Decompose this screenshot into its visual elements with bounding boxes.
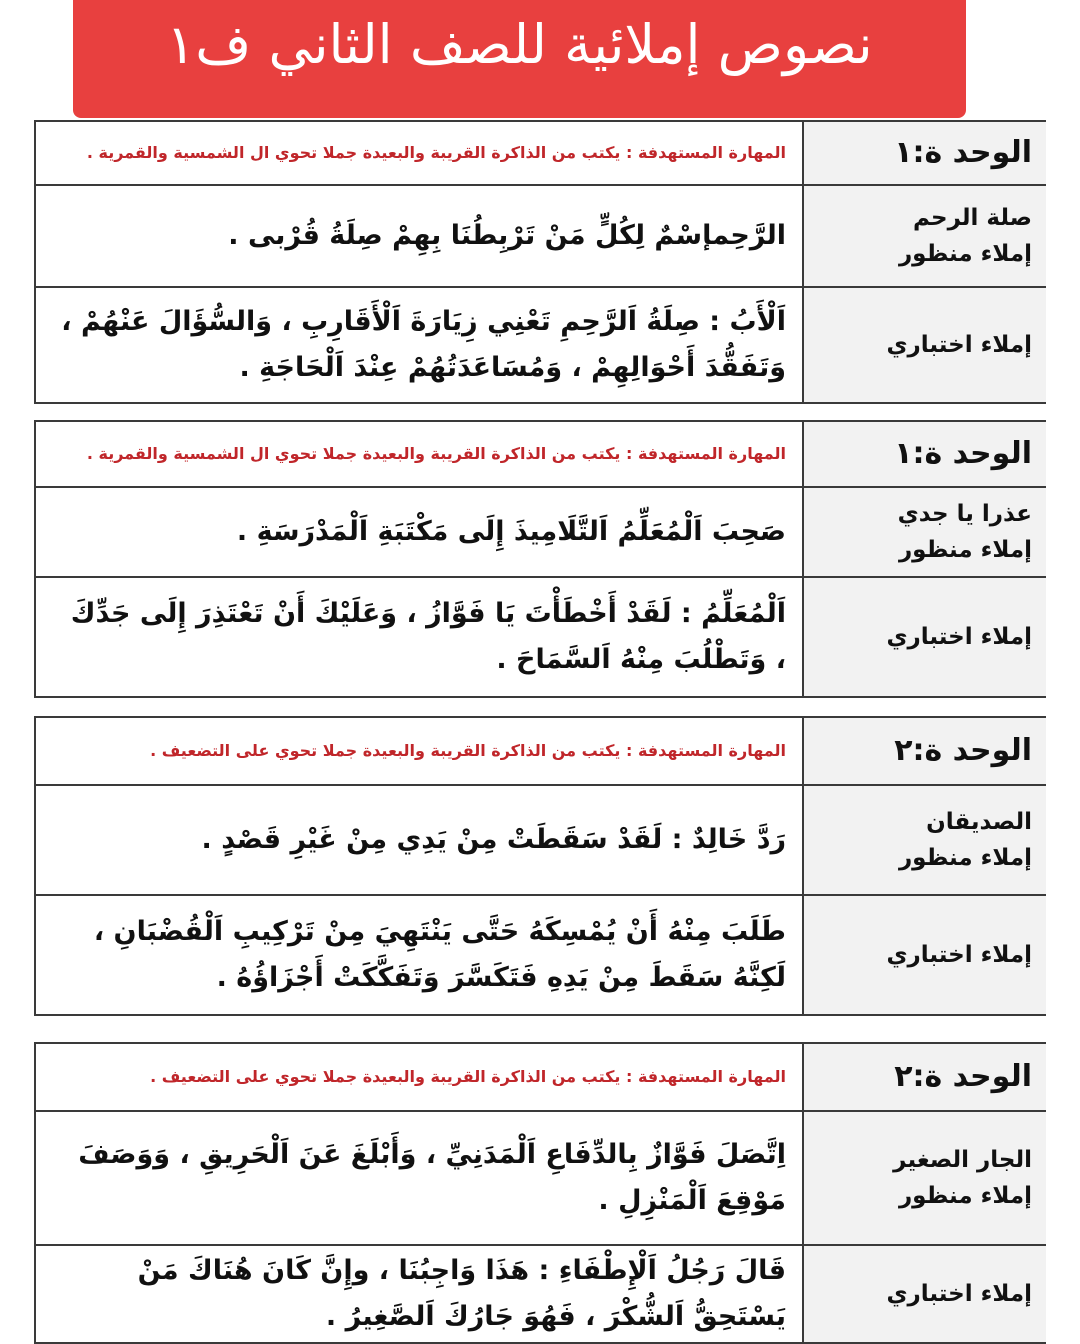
lesson-label (804, 786, 1046, 896)
skill-text: المهارة المستهدفة : يكتب من الذاكرة القريبة والبعيدة جملا تحوي ال الشمسية والقمرية . (36, 422, 804, 488)
test-dictation-text: طَلَبَ مِنْهُ أَنْ يُمْسِكَهُ حَتَّى يَنْتَهِيَ مِنْ تَرْكِيبِ اَلْقُضْبَانِ ، لَكِنَّهُ سَقَطَ مِنْ يَدِهِ فَتَكَسَّرَ وَتَفَكَّكَتْ أَجْزَاؤُهُ . (36, 896, 804, 1014)
skill-text: المهارة المستهدفة : يكتب من الذاكرة القريبة والبعيدة جملا تحوي على التضعيف . (36, 1044, 804, 1112)
unit-table-2 (34, 420, 1046, 698)
test-dictation-text: اَلْأَبُ : صِلَةُ اَلرَّحِمِ تَعْنِي زِيَارَةَ اَلْأَقَارِبِ ، وَالسُّؤَالَ عَنْهُمْ ، وَتَفَقُّدَ أَحْوَالِهِمْ ، وَمُسَاعَدَتُهُمْ عِنْدَ اَلْحَاجَةِ . (36, 288, 804, 402)
page-title: نصوص إملائية للصف الثاني ف١ (166, 12, 873, 76)
test-dictation-label: إملاء اختباري (804, 288, 1046, 402)
viewed-dictation-label: إملاء منظور (898, 1183, 1032, 1209)
title-banner (73, 0, 966, 118)
test-dictation-label: إملاء اختباري (804, 578, 1046, 696)
unit-number: الوحد ة:١ (804, 422, 1046, 488)
viewed-dictation-label: إملاء منظور (898, 845, 1032, 871)
test-dictation-text: قَالَ رَجُلُ اَلْإِطْفَاءِ : هَذَا وَاجِبُنَا ، وإِنَّ كَانَ هُنَاكَ مَنْ يَسْتَحِقُّ اَلشُّكْرَ ، فَهُوَ جَارُكَ اَلصَّغِيرُ . (36, 1246, 804, 1342)
test-dictation-text: اَلْمُعَلِّمُ : لَقَدْ أَخْطَأْتَ يَا فَوَّازُ ، وَعَلَيْكَ أَنْ تَعْتَذِرَ إِلَى جَدِّكَ ، وَتَطْلُبَ مِنْهُ اَلسَّمَاحَ . (36, 578, 804, 696)
skill-text: المهارة المستهدفة : يكتب من الذاكرة القريبة والبعيدة جملا تحوي على التضعيف . (36, 718, 804, 786)
viewed-dictation-text: الرَّحِمإسْمٌ لِكُلٍّ مَنْ تَرْبِطُنَا بِهِمْ صِلَةُ قُرْبى . (36, 186, 804, 288)
test-dictation-label: إملاء اختباري (804, 1246, 1046, 1342)
skill-text: المهارة المستهدفة : يكتب من الذاكرة القريبة والبعيدة جملا تحوي ال الشمسية والقمرية . (36, 122, 804, 186)
lesson-title: عذرا يا جدي (897, 501, 1032, 527)
lesson-title: صلة الرحم (912, 205, 1032, 231)
viewed-dictation-text: اِتَّصَلَ فَوَّازٌ بِالدِّفَاعِ اَلْمَدَنِيِّ ، وَأَبْلَغَ عَنَ اَلْحَرِيقِ ، وَوَصَفَ مَوْقِعَ اَلْمَنْزِلِ . (36, 1112, 804, 1246)
viewed-dictation-text: رَدَّ خَالِدٌ : لَقَدْ سَقَطَتْ مِنْ يَدِي مِنْ غَيْرِ قَصْدٍ . (36, 786, 804, 896)
lesson-label (804, 1112, 1046, 1246)
lesson-label (804, 186, 1046, 288)
unit-table-3 (34, 716, 1046, 1016)
unit-number: الوحد ة:٢ (804, 718, 1046, 786)
viewed-dictation-text: صَحِبَ اَلْمُعَلِّمُ اَلتَّلَامِيذَ إِلَى مَكْتَبَةِ اَلْمَدْرَسَةِ . (36, 488, 804, 578)
unit-table-1 (34, 120, 1046, 404)
viewed-dictation-label: إملاء منظور (898, 537, 1032, 563)
unit-table-4 (34, 1042, 1046, 1344)
unit-number: الوحد ة:١ (804, 122, 1046, 186)
lesson-title: الجار الصغير (893, 1147, 1032, 1173)
lesson-label (804, 488, 1046, 578)
viewed-dictation-label: إملاء منظور (898, 241, 1032, 267)
test-dictation-label: إملاء اختباري (804, 896, 1046, 1014)
lesson-title: الصديقان (926, 809, 1032, 835)
unit-number: الوحد ة:٢ (804, 1044, 1046, 1112)
